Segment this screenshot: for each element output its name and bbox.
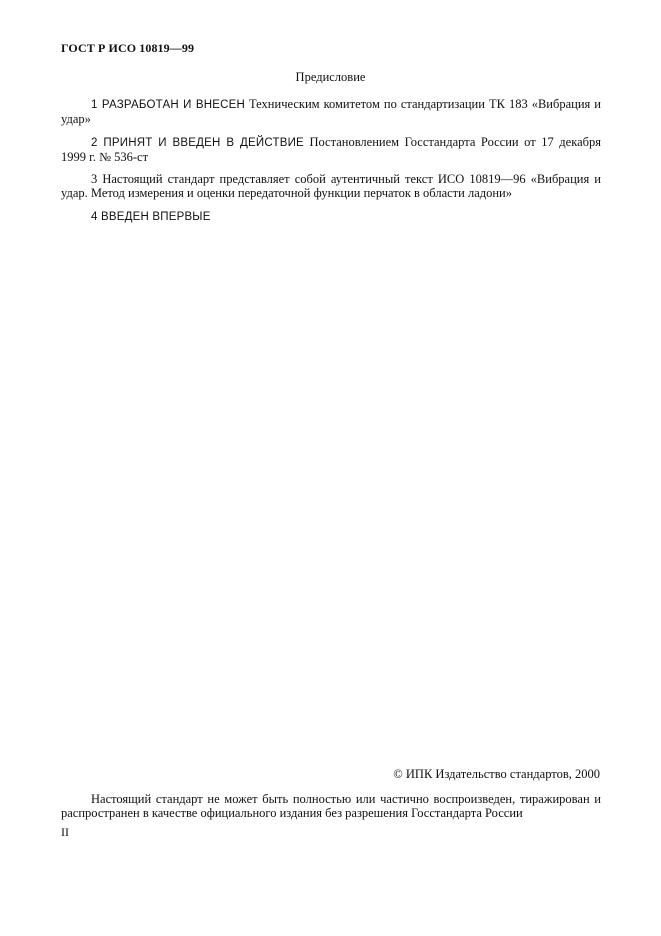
preface-item-3-text: 3 Настоящий стандарт представляет собой аутентичный текст ИСО 10819—96 «Вибрация и удар. Метод измерения и оценки передаточной функции перчаток в области ладони»	[61, 172, 601, 200]
preface-item-2-text: Постановлением Госстандарта России от 17 декабря 1999 г. № 536-ст	[61, 135, 601, 164]
preface-item-1-text: Техническим комитетом по стандартизации ТК 183 «Вибрация и удар»	[61, 97, 601, 126]
page-number: II	[61, 825, 69, 839]
preface-item-2-lead: 2 ПРИНЯТ И ВВЕДЕН В ДЕЙСТВИЕ	[91, 137, 304, 149]
preface-item-2	[61, 135, 601, 164]
preface-item-4-lead: 4 ВВЕДЕН ВПЕРВЫЕ	[91, 211, 211, 223]
preface-item-1-lead: 1 РАЗРАБОТАН И ВНЕСЕН	[91, 99, 245, 111]
preface-item-1	[61, 97, 601, 126]
copyright-line: © ИПК Издательство стандартов, 2000	[393, 767, 600, 781]
reproduction-notice: Настоящий стандарт не может быть полностью или частично воспроизведен, тиражирован и распространен в качестве официального издания без разрешения Госстандарта России	[61, 792, 601, 820]
preface-item-3	[61, 172, 601, 200]
preface-heading: Предисловие	[295, 70, 366, 84]
preface-item-4	[61, 209, 601, 224]
document-id: ГОСТ Р ИСО 10819—99	[61, 41, 195, 55]
